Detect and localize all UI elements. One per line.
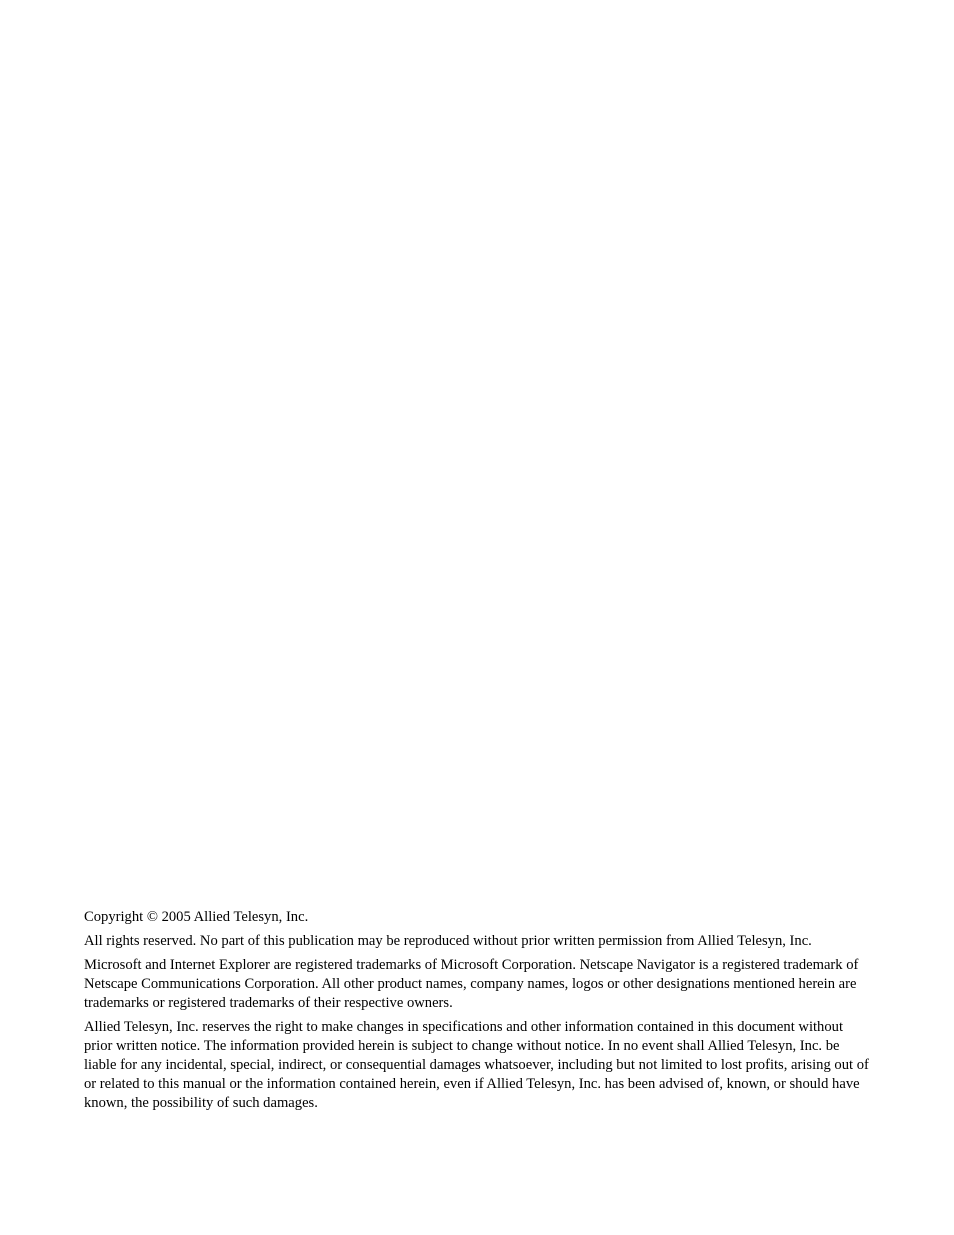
copyright-notice-block	[84, 908, 874, 1118]
copyright-line: Copyright © 2005 Allied Telesyn, Inc.	[84, 909, 309, 925]
trademarks-paragraph: Microsoft and Internet Explorer are registered trademarks of Microsoft Corporation. Netscape Navigator is a registered trademark of Netscape Communications Corporation. All other product names, company names, logos or other designations mentioned herein are trademarks or registered trademarks of their respective owners.	[84, 957, 859, 1011]
rights-reserved-paragraph: All rights reserved. No part of this publication may be reproduced without prior written permission from Allied Telesyn, Inc.	[84, 933, 812, 949]
disclaimer-paragraph: Allied Telesyn, Inc. reserves the right to make changes in specifications and other information contained in this document without prior written notice. The information provided herein is subject to change without notice. In no event shall Allied Telesyn, Inc. be liable for any incidental, special, indirect, or consequential damages whatsoever, including but not limited to lost profits, arising out of or related to this manual or the information contained herein, even if Allied Telesyn, Inc. has been advised of, known, or should have known, the possibility of such damages.	[84, 1019, 869, 1111]
